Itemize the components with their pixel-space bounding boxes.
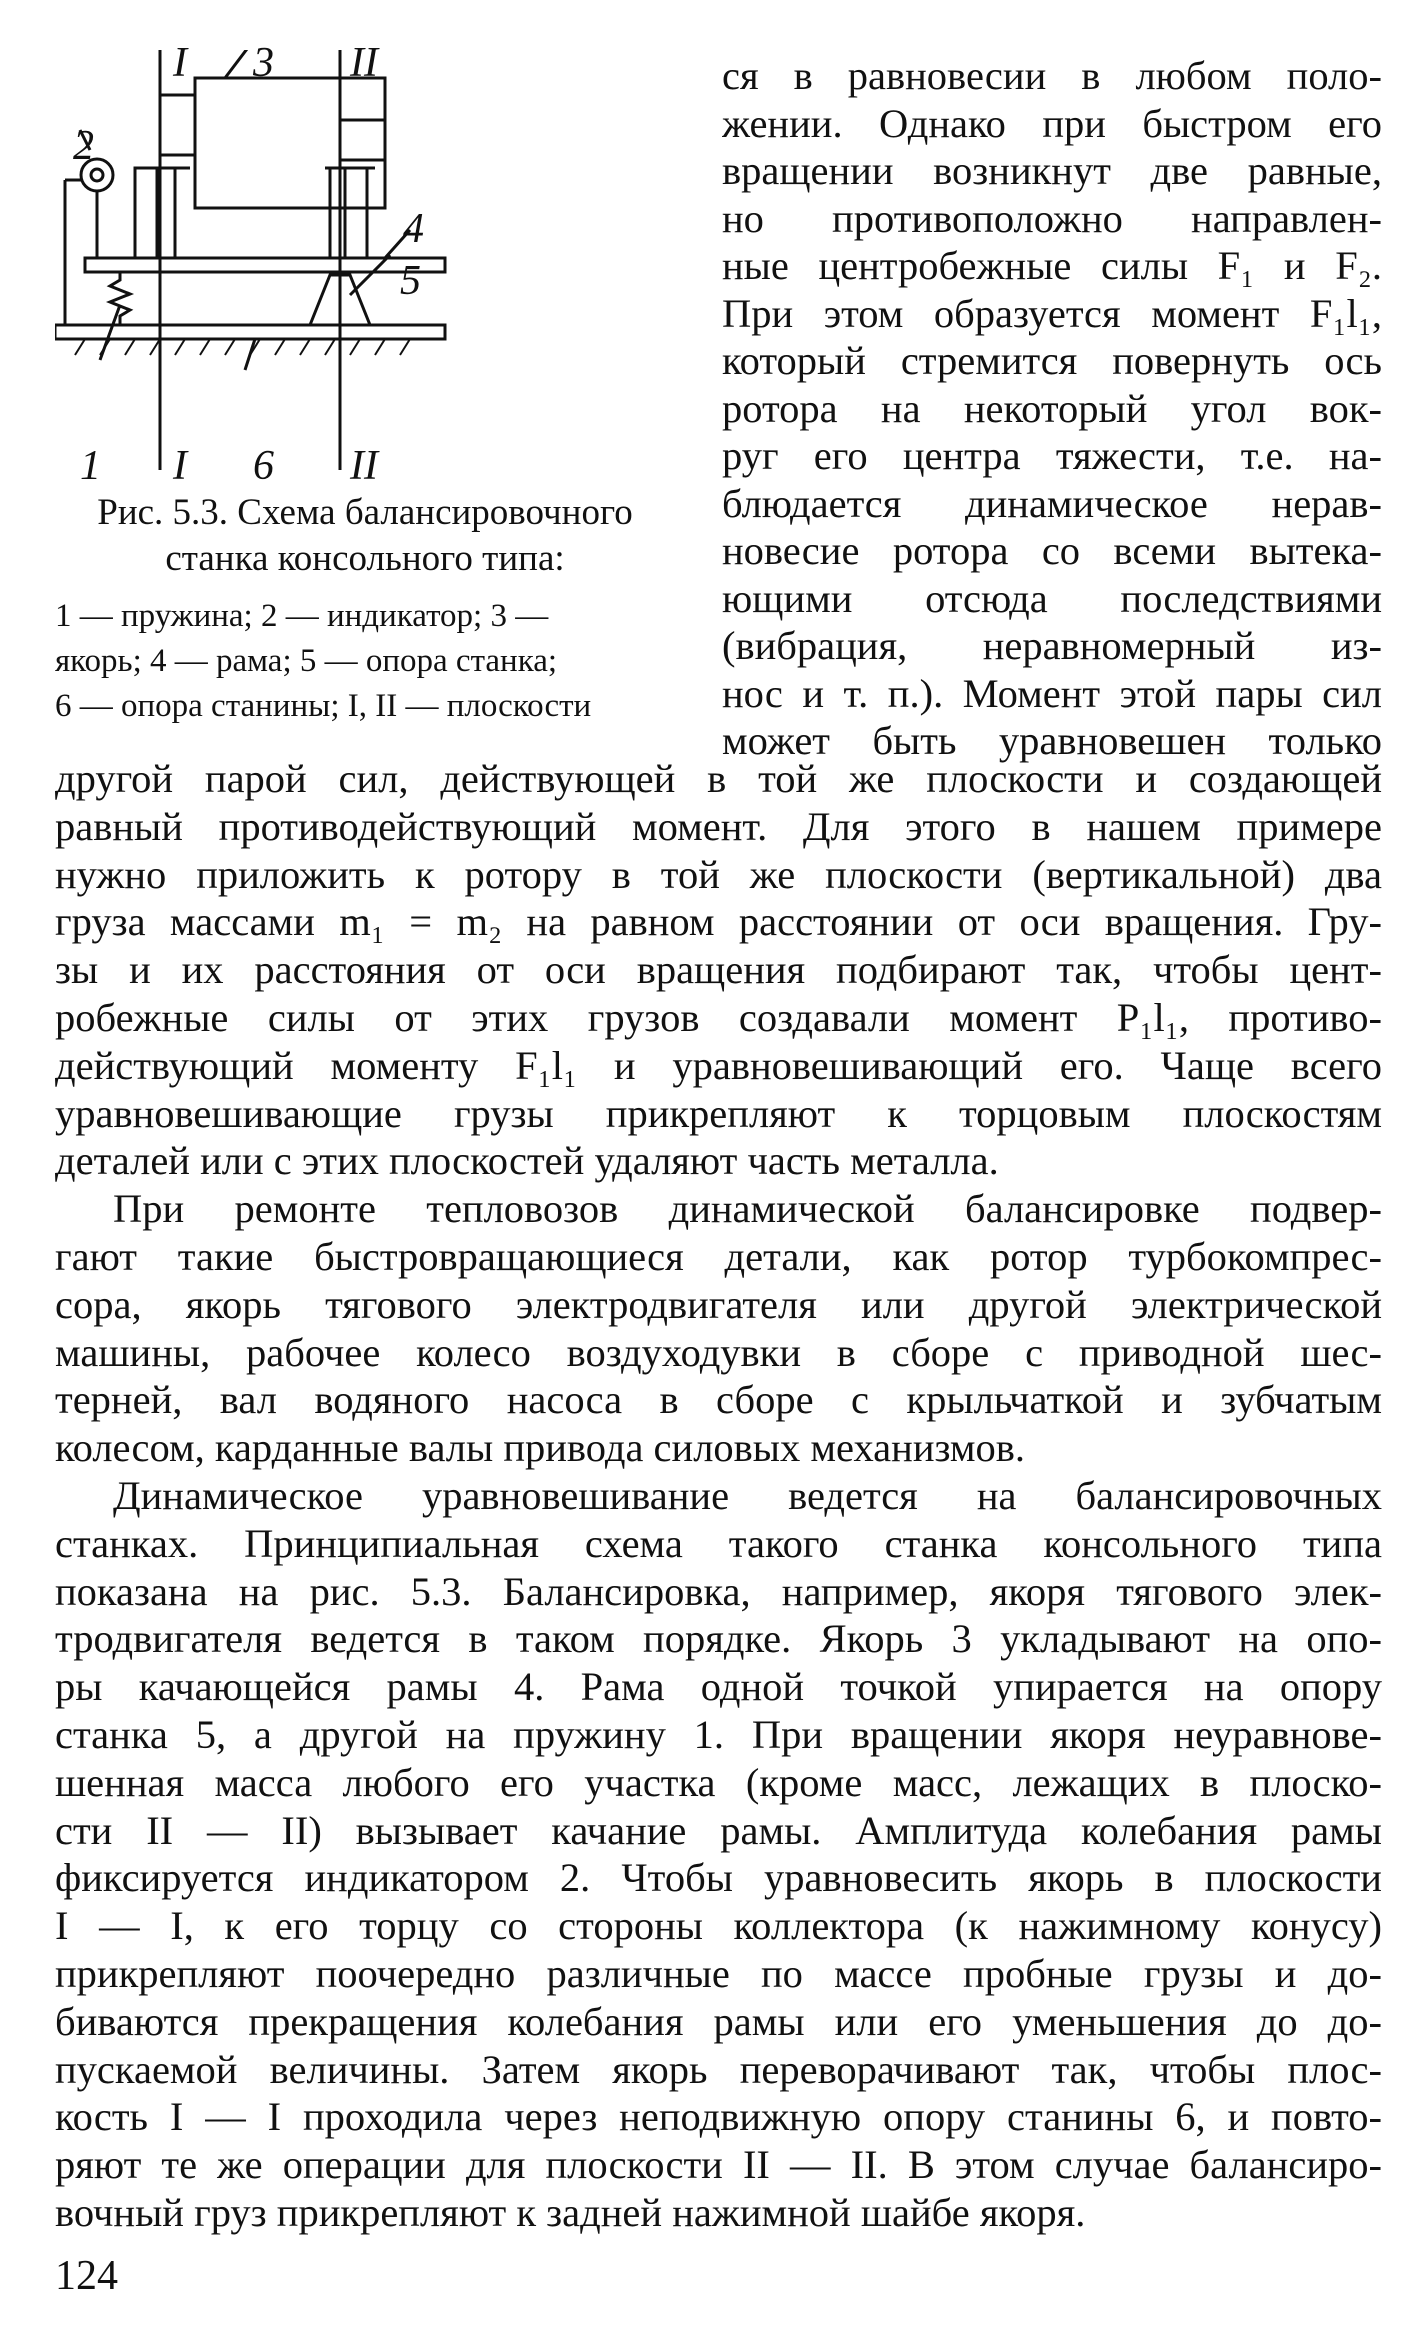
text-line: груза массами m₁ = m₂ на равном расстоянии от оси вращения. Гру- [55,899,1382,945]
balancing-machine-diagram [55,50,675,490]
text-line: гают такие быстровращающиеся детали, как ротор турбокомпрес- [55,1233,1382,1279]
text-line: колесом, карданные валы привода силовых механизмов. [55,1425,1026,1471]
text-line: показана на рис. 5.3. Балансировка, например, якоря тягового элек- [55,1568,1382,1614]
label-part-1: 1 [80,443,101,489]
text-line: машины, рабочее колесо воздуходувки в сборе с приводной шес- [55,1329,1382,1375]
legend-line: 1 — пружина; 2 — индикатор; 3 — [55,598,549,634]
text-line: (вибрация, неравномерный из- [722,623,1382,668]
label-part-6: 6 [253,443,274,489]
column-text [722,52,1382,765]
label-plane-bottom-I: I [173,443,187,489]
caption-legend [55,594,675,729]
text-line: При этом образуется момент F₁l₁, [722,290,1382,336]
text-line: кость I — I проходила через неподвижную опору станины 6, и повто- [55,2094,1382,2140]
text-line: руг его центра тяжести, т.е. на- [722,433,1382,478]
text-line: станках. Принципиальная схема такого станка консольного типа [55,1520,1382,1566]
spring [110,272,130,325]
text-line: биваются прекращения колебания рамы или его уменьшения до до- [55,1998,1382,2044]
text-line: сти II — II) вызывает качание рамы. Амплитуда колебания рамы [55,1807,1382,1853]
text-line: ющими отсюда последствиями [722,575,1382,621]
legend-line: 6 — опора станины; I, II — плоскости [55,688,592,724]
text-line: новесие ротора со всеми вытека- [722,528,1382,573]
text-line: зы и их расстояния от оси вращения подбирают так, чтобы цент- [55,947,1382,993]
text-line: шенная масса любого его участка (кроме масс, лежащих в плоско- [55,1759,1382,1805]
label-part-2: 2 [73,123,94,169]
text-line: нос и т. п.). Момент этой пары сил [722,670,1382,716]
label-part-4: 4 [403,206,424,252]
text-line: станка 5, а другой на пружину 1. При вращении якоря неуравнове- [55,1711,1382,1757]
label-part-5: 5 [400,258,421,304]
armature-body [195,78,385,208]
text-line: нужно приложить к ротору в той же плоскости (вертикальной) два [55,851,1382,897]
text-line: деталей или с этих плоскостей удаляют часть металла. [55,1138,999,1184]
text-line: вочный груз прикрепляют к задней нажимной шайбе якоря. [55,2189,1086,2235]
right-support [345,168,367,258]
text-line: ряют те же операции для плоскости II — II. В этом случае балансиро- [55,2142,1382,2188]
label-part-3: 3 [253,40,274,86]
label-plane-top-II: II [350,40,378,86]
text-line: может быть уравновешен только [722,718,1382,763]
figure-caption [55,490,675,729]
body-text [55,755,1382,2237]
swing-frame [85,258,445,272]
label-plane-top-I: I [173,40,187,86]
text-line: терней, вал водяного насоса в сборе с крыльчаткой и зубчатым [55,1377,1382,1423]
text-line: ся в равновесии в любом поло- [722,53,1382,98]
text-line: жении. Однако при быстром его [722,100,1382,146]
text-line: действующий моменту F₁l₁ и уравновешивающий его. Чаще всего [55,1042,1382,1088]
left-support [135,168,157,258]
text-line: I — I, к его торцу со стороны коллектора (к нажимному конусу) [55,1903,1382,1949]
text-line: равный противодействующий момент. Для этого в нашем примере [55,803,1382,849]
text-line: который стремится повернуть ось [722,338,1382,383]
text-line: другой парой сил, действующей в той же плоскости и создающей [55,756,1382,801]
text-line: пускаемой величины. Затем якорь переворачивают так, чтобы плос- [55,2046,1382,2092]
text-line: При ремонте тепловозов динамической балансировке подвер- [113,1186,1382,1232]
text-line: сора, якорь тягового электродвигателя или другой электрической [55,1281,1382,1327]
text-line: ротора на некоторый угол вок- [722,385,1382,431]
text-line: но противоположно направлен- [722,195,1382,241]
text-line: уравновешивающие грузы прикрепляют к торцовым плоскостям [55,1090,1382,1136]
text-line: фиксируется индикатором 2. Чтобы уравновесить якорь в плоскости [55,1855,1382,1901]
page-number: 124 [55,2253,118,2299]
text-line: прикрепляют поочередно различные по массе пробные грузы и до- [55,1950,1382,1996]
text-line: ры качающейся рамы 4. Рама одной точкой упирается на опору [55,1664,1382,1710]
text-line: блюдается динамическое нерав- [722,480,1382,526]
text-line: вращении возникнут две равные, [722,148,1382,193]
caption-title: Рис. 5.3. Схема балансировочного станка консольного типа: [97,492,633,579]
label-plane-bottom-II: II [350,443,378,489]
text-line: робежные силы от этих грузов создавали момент P₁l₁, противо- [55,994,1382,1040]
legend-line: якорь; 4 — рама; 5 — опора станка; [55,643,558,679]
text-line: Динамическое уравновешивание ведется на балансировочных [113,1472,1382,1518]
text-line: тродвигателя ведется в таком порядке. Якорь 3 укладывают на опо- [55,1616,1382,1662]
text-line: ные центробежные силы F₁ и F₂. [722,243,1382,288]
